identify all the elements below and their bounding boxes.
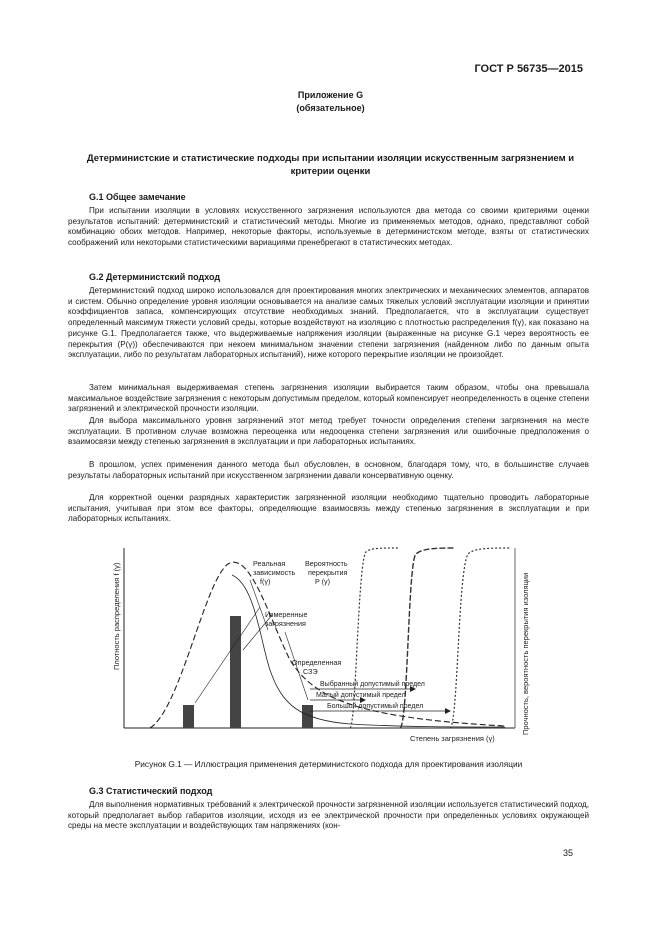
label-prob-line3: P (γ) — [315, 577, 331, 586]
probability-curve-2 — [400, 548, 455, 728]
figure-g1 — [110, 540, 555, 750]
paragraph-g1-1: При испытании изоляции в условиях искусственного загрязнения используются два метода со своими критериями оценки результатов испытаний: детерминистский и статистический методы. Многие из применяемых методов, однако, представляют собой комбинацию обоих методов. Например, некоторые факторы, используемые в детерминистском методе, взяты от статистических соображений или некоторыми статистическими вариациями пренебрегают в статистических методах. — [68, 206, 589, 248]
paragraph-g2-5: Для корректной оценки разрядных характеристик загрязненной изоляции необходимо тщательно проводить лабораторные испытания, учитывая при этом все факторы, определяющие взаимосвязь между степенью загрязнения в эксплуатации и при лабораторных испытаниях. — [68, 493, 589, 524]
measured-bar-1 — [183, 705, 194, 728]
paragraph-g2-3: Для выбора максимального уровня загрязнений этот метод требует точности определения степени загрязнения на месте эксплуатации. В противном случае возможна переоценка или недооценка степени загрязнения или ошибочные предположения о взаимосвязи между степенью загрязнения в эксплуатации и при лабораторных испытаниях. — [68, 416, 589, 447]
x-axis-label: Степень загрязнения (γ) — [410, 734, 495, 743]
probability-curve-1 — [350, 548, 400, 728]
annex-title: Приложение G — [297, 90, 364, 100]
annex-subtitle: (обязательное) — [296, 103, 365, 113]
label-prob-line2: перекрытия — [308, 568, 348, 577]
paragraph-g3-1: Для выполнения нормативных требований к электрической прочности загрязненной изоляции используется статистический подход, который предполагает выбор габаритов изоляции, исходя из ее электрической прочности при определенных условиях окружающей среды на месте эксплуатации и воздействующих там напряжениях (кон- — [68, 800, 589, 831]
section-heading-g2: G.2 Детерминистский подход — [89, 272, 221, 282]
y-axis-label-left: Плотность распределения f (γ) — [112, 562, 121, 670]
margin-arrowhead-large — [445, 708, 451, 714]
measured-bar-2 — [230, 616, 241, 728]
paragraph-g2-4: В прошлом, успех применения данного метода был обусловлен, в основном, благодаря тому, что, в большинстве случаев результаты лабораторных испытаний при искусственном загрязнении давали консервативную оценку. — [68, 460, 589, 480]
figure-caption: Рисунок G.1 — Иллюстрация применения детерминистского подхода для проектирования изоляции — [134, 759, 523, 769]
standard-number: ГОСТ Р 56735—2015 — [474, 63, 583, 75]
y-axis-label-right: Прочность, вероятность перекрытия изоляции — [521, 572, 530, 735]
paragraph-g2-1: Детерминистский подход широко использовался для проектирования многих электрических и механических элементов, аппаратов и систем. Обычно определение уровня изоляции основывается на анализе самых тяжелых условий эксплуатации изоляции и принятии коэффициентов запаса, компенсирующих отсутствие необходимых знаний. Предполагается, что в эксплуатации существует определенный максимум тяжести условий среды, которые воздействуют на изоляцию с плотностью распределения f(γ), как показано на рисунке G.1. Предполагается также, что выдерживаемые напряжения изоляции (выраженные на рисунке G.1 через вероятность ее перекрытия (P(γ)) обеспечиваются при некоем минимальном значении степени загрязнения (найденном либо по данным опыта эксплуатации, либо по результатам лабораторных испытаний), ниже которого перекрытие изоляции не произойдет. — [68, 286, 589, 360]
label-real-line3: f(γ) — [260, 577, 271, 586]
label-defined-line2: СЗЭ — [303, 667, 318, 676]
section-heading-g3: G.3 Статистический подход — [89, 786, 213, 796]
label-prob-line1: Вероятность — [305, 559, 348, 568]
label-real-line2: зависимость — [253, 568, 296, 577]
label-measured-line2: загрязнения — [265, 619, 306, 628]
section-heading-g1: G.1 Общее замечание — [89, 192, 186, 202]
probability-curve-3 — [450, 548, 510, 728]
label-margin-selected: Выбранный допустимый предел — [320, 681, 425, 688]
page-number: 35 — [562, 848, 573, 858]
label-defined-line1: Определенная — [292, 658, 342, 667]
main-title: Детерминистские и статистические подходы при испытании изоляции искусственным загрязнением и критерии оценки — [86, 153, 575, 177]
label-margin-small: Малый допустимый предел — [316, 692, 406, 699]
paragraph-g2-2: Затем минимальная выдерживаемая степень загрязнения изоляции выбирается таким образом, чтобы она превышала максимальное воздействие загрязнения с некоторым допустимым пределом, который компенсирует неопределенность в оценке степени загрязнений и электрической прочности изоляции. — [68, 383, 589, 414]
pointer-line-1 — [195, 607, 260, 703]
label-real-line1: Реальная — [253, 559, 286, 568]
label-measured-line1: Измеренные — [265, 610, 308, 619]
label-margin-large: Большой допустимый предел — [327, 703, 424, 710]
